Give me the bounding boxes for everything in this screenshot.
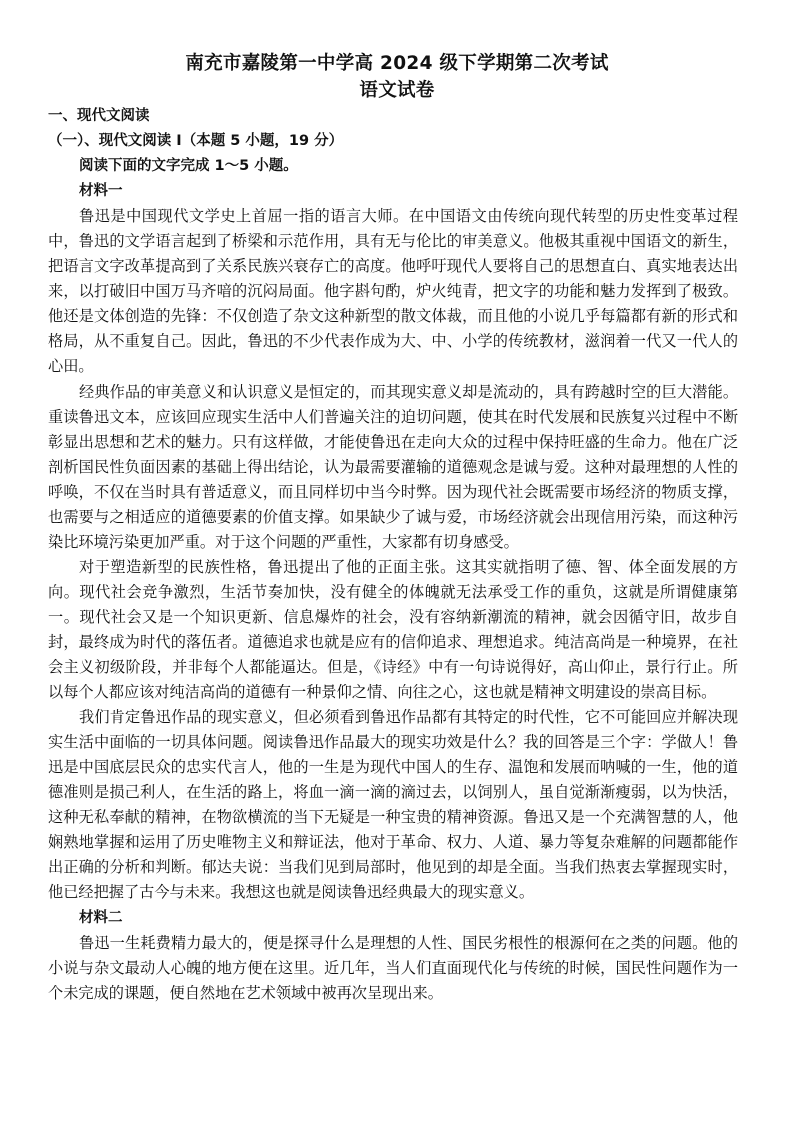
material-one-paragraph-3: 对于塑造新型的民族性格，鲁迅提出了他的正面主张。这其实就指明了德、智、体全面发展的方向。现代社会竞争激烈，生活节奏加快，没有健全的体魄就无法承受工作的重负，这就是所谓健康第一。现代社会又是一个知识更新、信息爆炸的社会，没有容纳新潮流的精神，就会因循守旧，故步自封，最终成为时代的落伍者。道德追求也就是应有的信仰追求、理想追求。纯洁高尚是一种境界，在社会主义初级阶段，并非每个人都能逼达。但是，《诗经》中有一句诗说得好，高山仰止，景行行止。所以每个人都应该对纯洁高尚的道德有一种景仰之情、向往之心，这也就是精神文明建设的崇高目标。	[48, 557, 738, 702]
section-heading: 一、现代文阅读	[48, 108, 150, 124]
part-heading: （一）、现代文阅读 I（本题 5 小题，19 分）	[48, 133, 344, 150]
material-one-paragraph-2: 经典作品的审美意义和认识意义是恒定的，而其现实意义却是流动的，具有跨越时空的巨大潜能。重读鲁迅文本，应该回应现实生活中人们普遍关注的迫切问题，使其在时代发展和民族复兴过程中不断彰显出思想和艺术的魅力。只有这样做，才能使鲁迅在走向大众的过程中保持旺盛的生命力。他在广泛剖析国民性负面因素的基础上得出结论，认为最需要灌输的道德观念是诚与爱。这种对最理想的人性的呼唤，不仅在当时具有普适意义，而且同样切中当今时弊。因为现代社会既需要市场经济的物质支撑，也需要与之相适应的道德要素的价值支撑。如果缺少了诚与爱，市场经济就会出现信用污染，而这种污染比环境污染更加严重。对于这个问题的严重性，大家都有切身感受。	[48, 382, 738, 551]
material-two-label: 材料二	[79, 909, 123, 926]
exam-subtitle: 语文试卷	[359, 80, 435, 101]
reading-instruction: 阅读下面的文字完成 1～5 小题。	[79, 158, 298, 175]
material-one-label: 材料一	[79, 183, 123, 200]
material-one-paragraph-1: 鲁迅是中国现代文学史上首屈一指的语言大师。在中国语文由传统向现代转型的历史性变革过程中，鲁迅的文学语言起到了桥梁和示范作用，具有无与伦比的审美意义。他极其重视中国语文的新生，把语言文字改革提高到了关系民族兴衰存亡的高度。他呼吁现代人要将自己的思想直白、真实地表达出来，以打破旧中国万马齐喑的沉闷局面。他字斟句酌，炉火纯青，把文字的功能和魅力发挥到了极致。他还是文体创造的先锋：不仅创造了杂文这种新型的散文体裁，而且他的小说几乎每篇都有新的形式和格局，从不重复自己。因此，鲁迅的不少代表作成为大、中、小学的传统教材，滋润着一代又一代人的心田。	[48, 207, 738, 376]
exam-title: 南充市嘉陵第一中学高 2024 级下学期第二次考试	[185, 53, 609, 74]
material-two-paragraph-1: 鲁迅一生耗费精力最大的，便是探寻什么是理想的人性、国民劣根性的根源何在之类的问题。他的小说与杂文最动人心魄的地方便在这里。近几年，当人们直面现代化与传统的时候，国民性问题作为一个未完成的课题，便自然地在艺术领域中被再次呈现出来。	[48, 933, 738, 1002]
material-one-paragraph-4: 我们肯定鲁迅作品的现实意义，但必须看到鲁迅作品都有其特定的时代性，它不可能回应并解决现实生活中面临的一切具体问题。阅读鲁迅作品最大的现实功效是什么？我的回答是三个字：学做人！鲁迅是中国底层民众的忠实代言人，他的一生是为现代中国人的生存、温饱和发展而呐喊的一生，他的道德准则是损己利人，在生活的路上，将血一滴一滴的滴过去，以饲别人，虽自觉渐渐瘦弱，以为快活，这种无私奉献的精神，在物欲横流的当下无疑是一种宝贵的精神资源。鲁迅又是一个充满智慧的人，他娴熟地掌握和运用了历史唯物主义和辩证法，他对于革命、权力、人道、暴力等复杂难解的问题都能作出正确的分析和判断。郁达夫说：当我们见到局部时，他见到的却是全面。当我们热衷去掌握现实时，他已经把握了古今与未来。我想这也就是阅读鲁迅经典最大的现实意义。	[48, 708, 738, 902]
exam-content	[48, 104, 738, 1006]
